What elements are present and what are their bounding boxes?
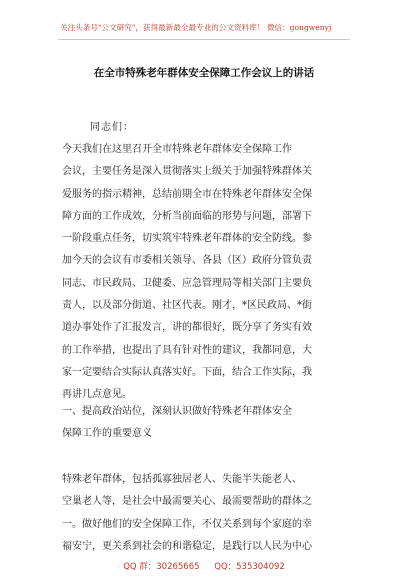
text-line: 一阶段重点任务，切实筑牢特殊老年群体的安全防线。参 [62, 233, 312, 245]
header-banner: 关注头条号"公文研究"，获得最新最全最专业的公文资料库！ 微信：gongwenyj [60, 23, 332, 32]
text-line: 一。做好他们的安全保障工作，不仅关系到每个家庭的幸 [62, 518, 312, 530]
qq-text: QQ：535304092 [214, 562, 285, 572]
section-heading-1 [62, 401, 352, 446]
text-line: 家一定要结合实际认真落实好。下面，结合工作实际，我 [62, 366, 312, 378]
text-line: 爱服务的指示精神，总结前期全市在特殊老年群体安全保 [62, 188, 312, 200]
footer-contact [0, 560, 408, 572]
text-line: 的工作举措，也提出了具有针对性的建议，我都同意，大 [62, 344, 312, 356]
document-title: 在全市特殊老年群体安全保障工作会议上的讲话 [93, 67, 315, 79]
text-line: 会议，主要任务是深入贯彻落实上级关于加强特殊群体关 [62, 166, 312, 178]
qq-group-text: QQ 群：30265665 [123, 562, 200, 572]
text-line: 保障工作的重要意义 [62, 428, 152, 440]
text-line: 再讲几点意见。 [62, 389, 132, 401]
text-line: 障方面的工作成效，分析当前面临的形势与问题，部署下 [62, 210, 312, 222]
paragraph-intro [62, 139, 352, 407]
header-divider [58, 39, 350, 40]
text-line: 福安宁，更关系到社会的和谐稳定，是践行以人民为中心 [62, 540, 312, 552]
paragraph-body [62, 469, 352, 558]
text-line: 加今天的会议有市委相关领导、各县（区）政府分管负责 [62, 255, 312, 267]
text-line: 特殊老年群体，包括孤寡独居老人、失能半失能老人、 [62, 474, 302, 485]
salutation: 同志们： [90, 122, 134, 133]
text-line: 同志、市民政局、卫健委、应急管理局等相关部门主要负 [62, 277, 312, 289]
text-line: 责人，以及部分街道、社区代表。刚才，*区民政局、*街 [62, 300, 312, 312]
text-line: 今天我们在这里召开全市特殊老年群体安全保障工作 [62, 144, 292, 155]
text-line: 道办事处作了汇报发言，讲的都很好，既分享了务实有效 [62, 322, 312, 334]
text-line: 一、提高政治站位，深刻认识做好特殊老年群体安全 [62, 406, 292, 417]
text-line: 空巢老人等，是社会中最需要关心、最需要帮助的群体之 [62, 496, 312, 508]
